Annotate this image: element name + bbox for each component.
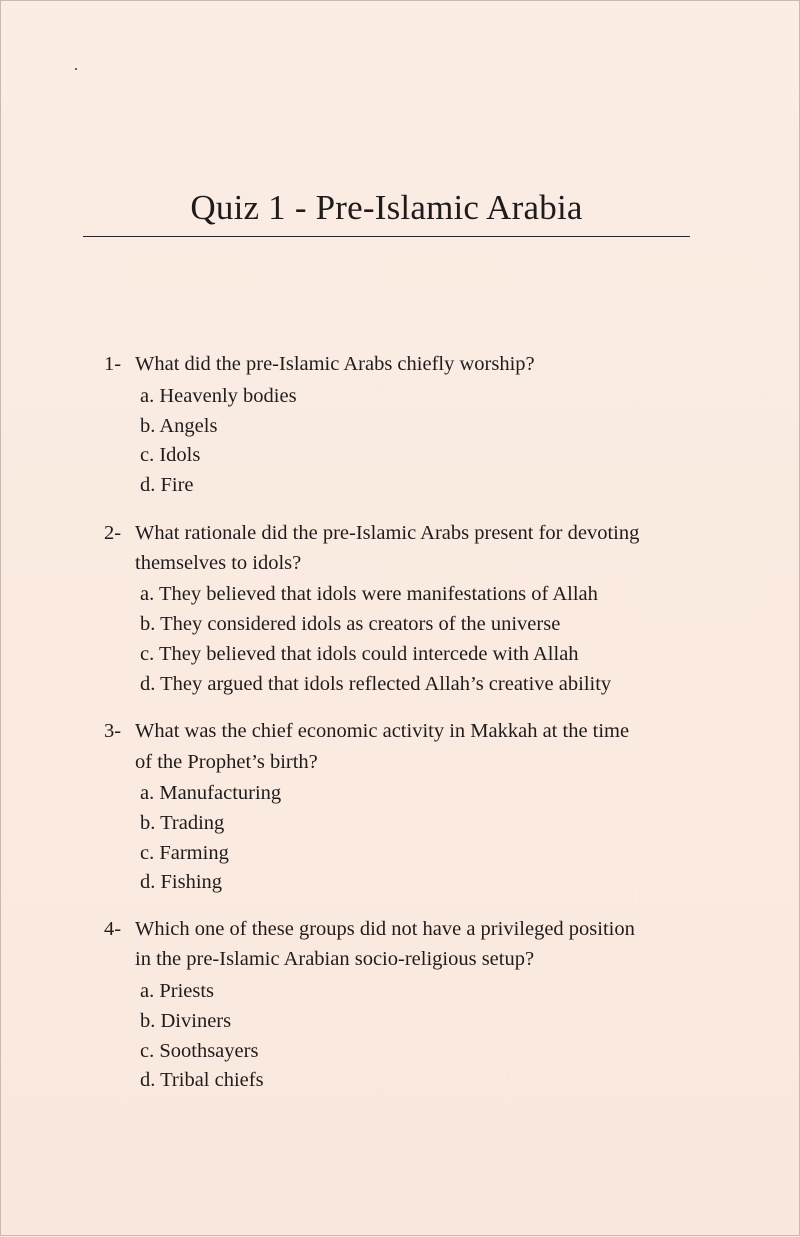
answer-option: a. They believed that idols were manifestations of Allah <box>140 583 598 605</box>
answer-option: d. Tribal chiefs <box>140 1069 264 1091</box>
question-text: in the pre-Islamic Arabian socio-religious setup? <box>135 948 535 970</box>
question-number: 1- <box>104 353 122 375</box>
question-text: What did the pre-Islamic Arabs chiefly worship? <box>135 353 535 375</box>
question-text: What was the chief economic activity in Makkah at the time <box>135 720 630 742</box>
question-number: 3- <box>104 720 122 742</box>
question-number: 2- <box>104 522 122 544</box>
answer-option: b. Angels <box>140 415 218 437</box>
question-list <box>1 1 800 1237</box>
answer-option: c. They believed that idols could intercede with Allah <box>140 643 579 665</box>
question-text: of the Prophet’s birth? <box>135 751 318 773</box>
answer-option: d. Fire <box>140 474 194 496</box>
question-text: Which one of these groups did not have a privileged position <box>135 918 635 940</box>
answer-option: b. They considered idols as creators of the universe <box>140 613 561 635</box>
answer-option: b. Trading <box>140 812 225 834</box>
answer-option: d. Fishing <box>140 871 223 893</box>
answer-option: a. Heavenly bodies <box>140 385 297 407</box>
answer-option: d. They argued that idols reflected Allah’s creative ability <box>140 673 612 695</box>
page-title: Quiz 1 - Pre-Islamic Arabia <box>190 188 583 227</box>
answer-option: a. Manufacturing <box>140 782 282 804</box>
question-text: themselves to idols? <box>135 552 302 574</box>
answer-option: a. Priests <box>140 980 215 1002</box>
answer-option: c. Farming <box>140 842 229 864</box>
answer-option: b. Diviners <box>140 1010 232 1032</box>
answer-option: c. Idols <box>140 444 201 466</box>
question-text: What rationale did the pre-Islamic Arabs present for devoting <box>135 522 640 544</box>
question-number: 4- <box>104 918 122 940</box>
answer-option: c. Soothsayers <box>140 1040 259 1062</box>
